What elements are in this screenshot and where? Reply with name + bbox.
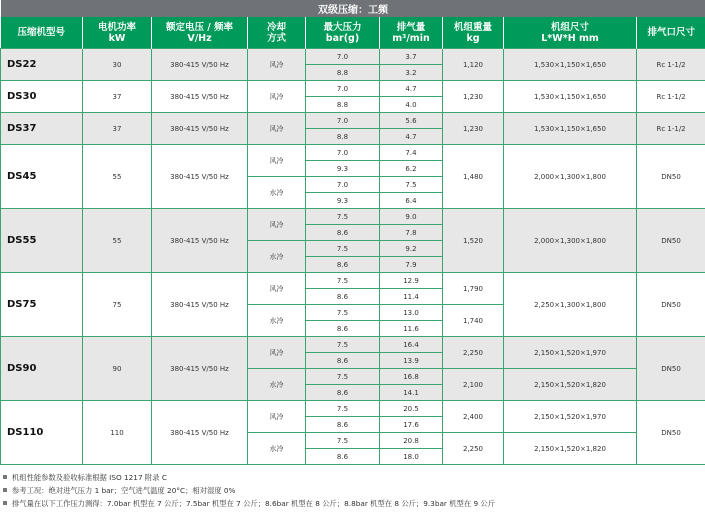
column-header-unit: kW: [108, 32, 126, 44]
flow-cell: 3.7: [380, 49, 443, 65]
outlet-cell: Rc 1-1/2: [637, 81, 705, 113]
cooling-cell: 水冷: [248, 177, 306, 209]
flow-cell: 7.5: [380, 177, 443, 193]
table-row: [1, 273, 705, 289]
flow-cell: 13.0: [380, 305, 443, 321]
column-header-unit: bar(g): [325, 32, 360, 44]
weight-cell: 1,520: [443, 209, 504, 273]
outlet-cell: DN50: [637, 273, 705, 337]
voltage-cell: 380-415 V/50 Hz: [152, 81, 248, 113]
model-cell: DS30: [1, 81, 83, 113]
table-row: [1, 113, 705, 129]
column-header-label: 额定电压 / 频率: [165, 21, 234, 33]
flow-cell: 11.6: [380, 321, 443, 337]
voltage-cell: 380-415 V/50 Hz: [152, 401, 248, 465]
pressure-cell: 7.5: [306, 433, 380, 449]
column-header: [152, 17, 248, 49]
weight-cell: 2,100: [443, 369, 504, 401]
cooling-cell: 风冷: [248, 145, 306, 177]
model-cell: DS22: [1, 49, 83, 81]
voltage-cell: 380-415 V/50 Hz: [152, 49, 248, 81]
weight-cell: 1,230: [443, 81, 504, 113]
dimensions-cell: 2,150×1,520×1,820: [504, 369, 637, 401]
column-header-unit: V/Hz: [187, 32, 212, 44]
table-row: [1, 337, 705, 353]
cooling-cell: 风冷: [248, 81, 306, 113]
flow-cell: 12.9: [380, 273, 443, 289]
dimensions-cell: 1,530×1,150×1,650: [504, 113, 637, 145]
weight-cell: 2,400: [443, 401, 504, 433]
dimensions-cell: 2,250×1,300×1,800: [504, 273, 637, 337]
table-row: [1, 401, 705, 417]
pressure-cell: 8.6: [306, 321, 380, 337]
footnotes: [0, 471, 705, 510]
voltage-cell: 380-415 V/50 Hz: [152, 337, 248, 401]
outlet-cell: DN50: [637, 401, 705, 465]
pressure-cell: 7.0: [306, 177, 380, 193]
column-header-label: 机组重量: [453, 21, 492, 33]
pressure-cell: 7.5: [306, 401, 380, 417]
flow-cell: 9.2: [380, 241, 443, 257]
pressure-cell: 8.6: [306, 417, 380, 433]
pressure-cell: 7.5: [306, 241, 380, 257]
flow-cell: 18.0: [380, 449, 443, 465]
column-header-label: 机组尺寸: [550, 21, 589, 33]
pressure-cell: 9.3: [306, 193, 380, 209]
column-header: [248, 17, 306, 49]
weight-cell: 2,250: [443, 433, 504, 465]
pressure-cell: 8.6: [306, 225, 380, 241]
cooling-cell: 水冷: [248, 241, 306, 273]
model-cell: DS75: [1, 273, 83, 337]
flow-cell: 4.7: [380, 129, 443, 145]
power-cell: 37: [83, 113, 152, 145]
pressure-cell: 7.5: [306, 209, 380, 225]
dimensions-cell: 2,150×1,520×1,820: [504, 433, 637, 465]
dimensions-cell: 2,150×1,520×1,970: [504, 337, 637, 369]
column-header: [443, 17, 504, 49]
power-cell: 55: [83, 209, 152, 273]
column-header: [306, 17, 380, 49]
footnote: [3, 471, 705, 484]
pressure-cell: 7.5: [306, 305, 380, 321]
footnote-text: 机组性能参数及验收标准根据 ISO 1217 附录 C: [12, 473, 167, 482]
outlet-cell: DN50: [637, 145, 705, 209]
flow-cell: 13.9: [380, 353, 443, 369]
flow-cell: 16.8: [380, 369, 443, 385]
flow-cell: 7.4: [380, 145, 443, 161]
flow-cell: 14.1: [380, 385, 443, 401]
cooling-cell: 水冷: [248, 305, 306, 337]
bullet-icon: [3, 488, 7, 492]
voltage-cell: 380-415 V/50 Hz: [152, 145, 248, 209]
pressure-cell: 7.0: [306, 49, 380, 65]
pressure-cell: 9.3: [306, 161, 380, 177]
voltage-cell: 380-415 V/50 Hz: [152, 113, 248, 145]
model-cell: DS37: [1, 113, 83, 145]
pressure-cell: 8.8: [306, 97, 380, 113]
pressure-cell: 7.0: [306, 145, 380, 161]
column-header-unit: m³/min: [392, 32, 430, 44]
column-header: [637, 17, 705, 49]
table-row: [1, 145, 705, 161]
outlet-cell: Rc 1-1/2: [637, 49, 705, 81]
table-title: 双级压缩：工频: [1, 0, 705, 17]
dimensions-cell: 1,530×1,150×1,650: [504, 49, 637, 81]
footnote-text: 参考工况：绝对进气压力 1 bar；空气进气温度 20°C；相对湿度 0%: [12, 486, 236, 495]
cooling-cell: 风冷: [248, 273, 306, 305]
dimensions-cell: 2,150×1,520×1,970: [504, 401, 637, 433]
weight-cell: 1,480: [443, 145, 504, 209]
pressure-cell: 8.6: [306, 385, 380, 401]
flow-cell: 16.4: [380, 337, 443, 353]
dimensions-cell: 2,000×1,300×1,800: [504, 145, 637, 209]
column-header-label: 电机功率: [97, 21, 136, 33]
pressure-cell: 8.6: [306, 353, 380, 369]
footnote-text: 排气量在以下工作压力测得：7.0bar 机型在 7 公斤；7.5bar 机型在 7 公斤；8.6bar 机型在 8 公斤；8.8bar 机型在 8 公斤；9.3bar 机型在 9 公斤: [12, 499, 496, 508]
power-cell: 37: [83, 81, 152, 113]
flow-cell: 7.8: [380, 225, 443, 241]
column-header-label: 排气口尺寸: [647, 27, 696, 38]
column-header: [380, 17, 443, 49]
column-header-label: 冷却: [266, 21, 286, 33]
column-header-label: 压缩机型号: [17, 27, 65, 38]
column-header-label: 排气量: [396, 21, 426, 33]
footnote: [3, 497, 705, 510]
column-header-unit: L*W*H mm: [541, 32, 599, 44]
flow-cell: 11.4: [380, 289, 443, 305]
flow-cell: 3.2: [380, 65, 443, 81]
voltage-cell: 380-415 V/50 Hz: [152, 209, 248, 273]
pressure-cell: 8.8: [306, 65, 380, 81]
dimensions-cell: 2,000×1,300×1,800: [504, 209, 637, 273]
table-row: [1, 209, 705, 225]
flow-cell: 6.2: [380, 161, 443, 177]
pressure-cell: 8.6: [306, 449, 380, 465]
power-cell: 30: [83, 49, 152, 81]
cooling-cell: 风冷: [248, 49, 306, 81]
voltage-cell: 380-415 V/50 Hz: [152, 273, 248, 337]
bullet-icon: [3, 501, 7, 505]
table-row: [1, 81, 705, 97]
weight-cell: 1,120: [443, 49, 504, 81]
dimensions-cell: 1,530×1,150×1,650: [504, 81, 637, 113]
column-header-unit: kg: [466, 32, 480, 44]
pressure-cell: 7.5: [306, 337, 380, 353]
pressure-cell: 7.0: [306, 113, 380, 129]
flow-cell: 4.0: [380, 97, 443, 113]
power-cell: 55: [83, 145, 152, 209]
model-cell: DS90: [1, 337, 83, 401]
cooling-cell: 风冷: [248, 337, 306, 369]
column-header-label: 最大压力: [323, 21, 362, 33]
cooling-cell: 风冷: [248, 401, 306, 433]
column-header-unit: 方式: [266, 32, 286, 44]
pressure-cell: 8.6: [306, 257, 380, 273]
flow-cell: 5.6: [380, 113, 443, 129]
table-row: [1, 49, 705, 65]
column-header: [504, 17, 637, 49]
pressure-cell: 7.5: [306, 369, 380, 385]
flow-cell: 20.5: [380, 401, 443, 417]
power-cell: 90: [83, 337, 152, 401]
model-cell: DS45: [1, 145, 83, 209]
outlet-cell: DN50: [637, 209, 705, 273]
flow-cell: 17.6: [380, 417, 443, 433]
weight-cell: 1,790: [443, 273, 504, 305]
pressure-cell: 8.6: [306, 289, 380, 305]
model-cell: DS55: [1, 209, 83, 273]
column-header: [83, 17, 152, 49]
flow-cell: 6.4: [380, 193, 443, 209]
cooling-cell: 风冷: [248, 113, 306, 145]
power-cell: 110: [83, 401, 152, 465]
weight-cell: 1,740: [443, 305, 504, 337]
power-cell: 75: [83, 273, 152, 337]
flow-cell: 7.9: [380, 257, 443, 273]
column-header: [1, 17, 83, 49]
flow-cell: 20.8: [380, 433, 443, 449]
pressure-cell: 8.8: [306, 129, 380, 145]
model-cell: DS110: [1, 401, 83, 465]
flow-cell: 9.0: [380, 209, 443, 225]
bullet-icon: [3, 475, 7, 479]
footnote: [3, 484, 705, 497]
cooling-cell: 水冷: [248, 433, 306, 465]
cooling-cell: 水冷: [248, 369, 306, 401]
flow-cell: 4.7: [380, 81, 443, 97]
cooling-cell: 风冷: [248, 209, 306, 241]
pressure-cell: 7.0: [306, 81, 380, 97]
outlet-cell: DN50: [637, 337, 705, 401]
weight-cell: 2,250: [443, 337, 504, 369]
weight-cell: 1,230: [443, 113, 504, 145]
outlet-cell: Rc 1-1/2: [637, 113, 705, 145]
pressure-cell: 7.5: [306, 273, 380, 289]
